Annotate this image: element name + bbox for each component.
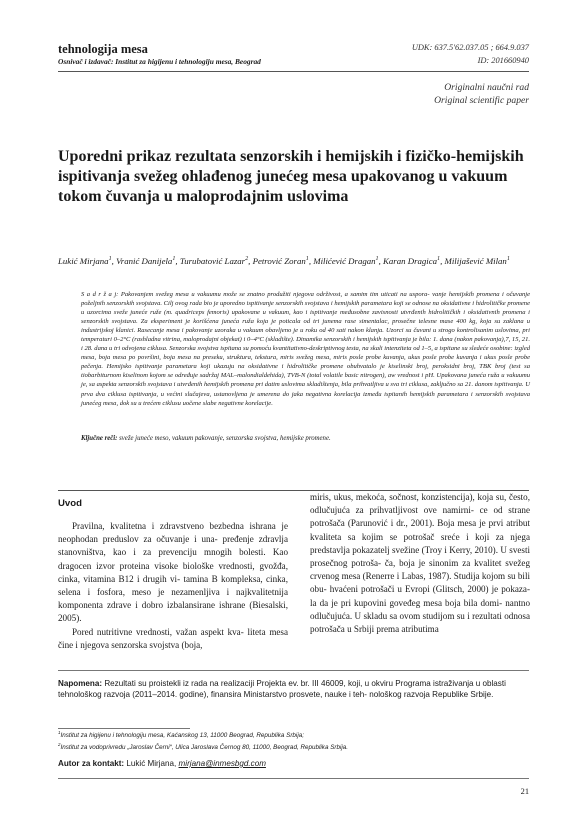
contact-email-link[interactable]: mirjana@inmesbgd.com [178,759,266,768]
paragraph: Pored nutritivne vrednosti, važan aspekt kva- liteta mesa čine i njegova senzorska svojstva (boja, [58,626,288,650]
note-text: Rezultati su proistekli iz rada na realizaciji Projekta ev. br. III 46009, koji, u okviru Programa istraživanja u oblasti tehnološkog razvoja (2011–2014. godine), finansira Ministarstvo prosvete, nauke i teh- nološkog razvoja Republike Srbije. [58,679,506,699]
author: Petrović Zoran [252,256,306,266]
contact-author [58,759,529,768]
author: Vranić Danijela [116,256,173,266]
footer-rule [58,778,529,779]
body-column-right [310,491,530,636]
publisher-line: Osnivač i izdavač: Institut za higijenu i tehnologiju mesa, Beograd [58,57,261,66]
paper-title: Uporedni prikaz rezultata senzorskih i hemijskih i fizičko-hemijskih ispitivanja svežeg ohlađenog junećeg mesa upakovanog u vakuum tokom čuvanja u maloprodajnim uslovima [58,148,524,205]
abstract-text: Pakovanjem svežeg mesa u vakuumu može se znatno produžiti njegova održivost, a samim tim uticati na uspora- vanje hemijskih promena i očuvanje poželjnih senzorskih svojstava. Cilj ovog rada bio je uporedno ispitivanje senzorskih svojstava i hemijskih parametara koji se odnose na oksidativne i hidrolitičke promene u uzorcima sveže juneće ruže (m. quadriceps femoris) upakovane u vakuum, kao i ispitivanje međusobne zavisnosti utvrđenih hidrolitičkih i oksidativnih promena i senzorskih svojstava. Za eksperiment je korišćena juneća ruža koja je poticala od tri junета rase simentalac, prosečne telesne mase 400 kg, koja su zaklana u industrijskoj klanici. Rasecanje mesa i pakovanje uzoraka u vakuum obavljeno je u roku od 40 sati nakon klanja. Uzorci su čuvani u strogo kontrolisanim uslovima, pri temperaturi 0–2°C (rashladna vitrina, maloprodajni objekat) i 0–4°C (skladište). Dinamika senzorskih i hemijskih ispitivanja je bila: 1. dana (nakon pakovanja),7, 15, 21. i 28. dana u tri odvojena ciklusa. Senzorska svojstva ispitana su pomoću kvantitativno-deskriptivnog testa, na skali intenziteta od 1–5, a ispitane su sledeće osobine: izgled mesa, boja mesa po površini, boja mesa na preseku, struktura, tekstura, miris svežeg mesa, miris posle probe kuvanja, ukus posle probe kuvanja i ukus posle probe pečenja. Hemijsko ispitivanje parametara koji ukazuju na oksidativne i hidrolitičke promene obuhvatalo je kiselinski broj, peroksidni broj, TBK broj (test sa tiobarbiturnom kiselinom kojom se određuje sadržaj MAL–malondialdehida), TVB-N (total volatile basic nitrogen), aw vrednost i pH. Upakovana juneća ruža u vakuumu je, sa aspekta senzorskih svojstava i utvrđenih hemijskih promena pri datim uslovima skladištenja, bila prihvatljiva u sva tri ciklusa, zaključno sa 21. danom ispitivanja. U prva dva ciklusa ispitivanja, u većini slučajeva, ustanovljena je umerena do jaka negativna korelacija između ispitanih hemijskih parametara i senzorskih svojstava junećeg mesa, dok su u trećem ciklusu uočene slabe negativne korelacije. [81,291,530,407]
paragraph: miris, ukus, mekoća, sočnost, konzistencija), koja su, često, odlučujuća za prihvatljivost ove namirni- ce od strane potrošača (Parunović i dr., 2001). Boja mesa je prvi atribut kvaliteta sa kojim se potrošač sreće i koji za njega predstavlja pokazatelj svežine (Troy i Kerry, 2010). U svesti prosečnog potroša- ča, boja je sinonim za kvalitet svežeg crvenog mesa (Renerre i Labas, 1987). Studija kojom su bili obu- hvaćeni potrošači u Evropi (Glitsch, 2000) je pokaza- la da je pri kupovini govеđeg mesa boja bila domi- nantno odlučujuća. U skladu sa ovom studijom su i rezultati odnosa potrošača u Srbiji prema atributima [310,492,530,635]
affiliation-rule [58,728,190,729]
journal-name: tehnologija mesa [58,42,148,56]
paragraph: Pravilna, kvalitetna i zdravstveno bezbedna ishrana je neophodan preduslov za očuvanje i una- pređenje zdravlja stanovništva, kao i za prevenciju mnogih bolesti. Kao dragocen izvor proteina visoke biološke vrednosti, gvožđa, cinka, vitamina B12 i drugih vi- tamina B kompleksa, cinka, selena i fosfora, meso je nezamenljiva i najkvalitetnija komponenta zdrave i dobro izbalansirane ishrane (Biesalski, 2005). [58,521,288,624]
author-list: Lukić Mirjana$^1$, Vranić Danijela$^1$, Turubatović Lazar$^2$, Petrović Zoran$^1$, Milićević Dragan$^1$, Karan Dragica$^1$, Milijašević Milan$^1$ [58,256,510,266]
document-id: ID: 201660940 [477,56,529,65]
author: Milijašević Milan [444,256,507,266]
author-affiliation-mark: 1 [172,256,176,263]
author-affiliation-mark: 1 [506,256,510,263]
author: Lukić Mirjana [58,256,109,266]
note-rule [58,670,529,671]
abstract-label: S a d r ž a j: [81,291,119,298]
affiliation-item: $^2$Institut za vodoprivredu „Jaroslav Černi“, Ulica Jaroslava Černog 80, 11000, Beograd, Republika Srbija. [58,741,349,751]
author: Milićević Dragan [313,256,376,266]
page-number: 21 [520,787,529,796]
affiliations [58,730,529,754]
note-label: Napomena: [58,679,103,688]
keywords-label: Ključne reči: [81,435,118,442]
author-affiliation-mark: 2 [245,256,249,263]
affiliation-item: $^1$Institut za higijenu i tehnologiju mesa, Kaćanskog 13, 11000 Beograd, Republika Srbija; [58,729,304,739]
funding-note [58,678,529,700]
abstract [81,290,530,408]
paper-type-en: Original scientific paper [434,95,529,106]
author-affiliation-mark: 1 [375,256,379,263]
header-rule [58,71,529,72]
section-title: Uvod [58,498,82,509]
body-column-left [58,520,288,652]
author-affiliation-mark: 1 [108,256,112,263]
author: Karan Dragica [383,256,438,266]
paper-type-sr: Originalni naučni rad [444,82,529,93]
author-affiliation-mark: 1 [305,256,309,263]
contact-name: Lukić Mirjana, [126,759,177,768]
udk-code: UDK: 637.5'62.037.05 ; 664.9.037 [411,43,529,52]
keywords [81,435,530,442]
contact-label: Autor za kontakt: [58,759,125,768]
author-affiliation-mark: 1 [437,256,441,263]
paper-type [434,81,529,107]
keywords-text: sveže juneće meso, vakuum pakovanje, senzorska svojstva, hemijske promene. [119,435,331,442]
author: Turubatović Lazar [179,256,246,266]
